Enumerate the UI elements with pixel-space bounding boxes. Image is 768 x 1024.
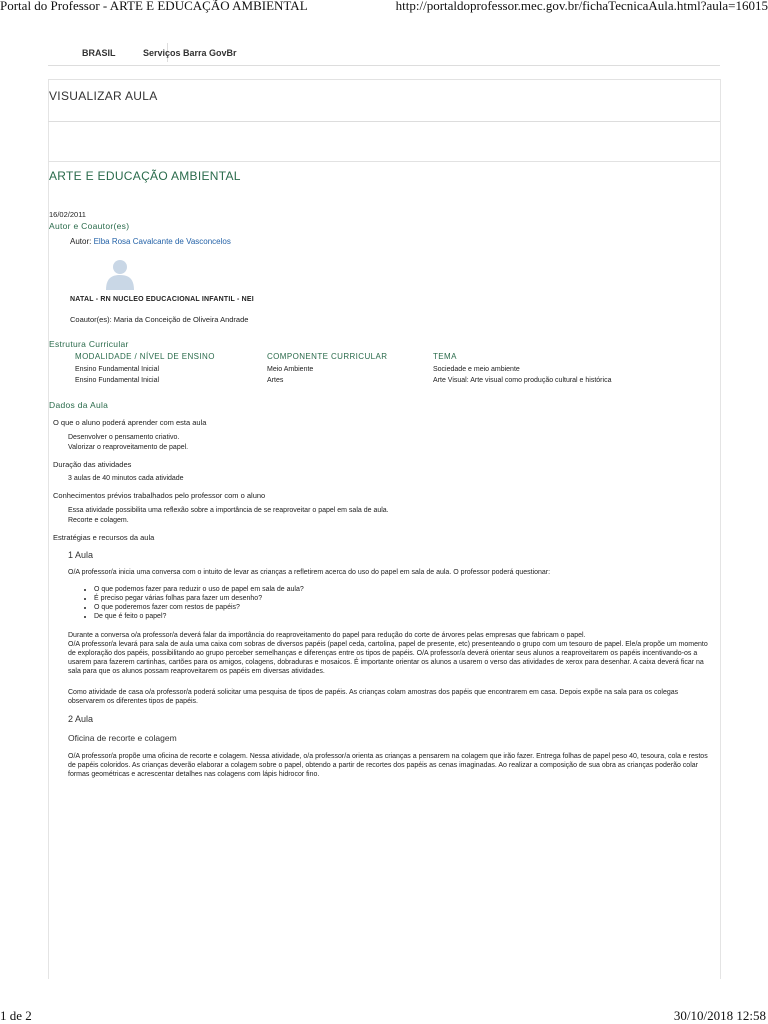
aula2-paragraph-1: O/A professor/a propõe uma oficina de recorte e colagem. Nessa atividade, o/a professor/a orienta as crianças a pensarem na colagem que irão fazer. Entrega folhas de papel peso 40, tesoura, cola e restos de papéis coloridos. As crianças deverão elaborar a colagem sobre o papel, obtendo a partir de recortes dos papéis as cenas imaginadas. Ao realizar a composição de sua obra as crianças poderão colar formas geométricas e acrescentar detalhes nas colagens com lápis hidrocor fino. <box>68 753 708 778</box>
q-estrategias: Estratégias e recursos da aula <box>53 533 155 542</box>
dados-heading: Dados da Aula <box>49 400 109 410</box>
servicos-link[interactable]: Serviços Barra GovBr <box>143 48 237 58</box>
aula1-paragraph-2: O/A professor/a levará para sala de aula uma caixa com sobras de diversos papéis (papel ceda, cartolina, papel de presente, etc) presenteando o grupo com um tesouro de papel. Ele/a propõe um momento de exploração dos papéis, possibilitando ao grupo perceber semelhanças e diferenças entre os tipos de papéis. O/A professor/a deverá orientar seus alunos a reaproveitarem os papéis incentivando-os a usarem para fazerem cartinhas, cartões para os amigos, colagens, dobraduras e mosaicos. É importante orientar os alunos a usarem o verso das atividades de xerox para desenhar. A caixa deverá ficar na sala para que os alunos possam reaproveitarem os papéis em diversas atividades. <box>68 641 708 675</box>
a-conhecimentos-1: Essa atividade possibilita uma reflexão sobre a importância de se reaproveitar o papel em sala de aula. <box>68 507 389 514</box>
print-page-title: Portal do Professor - ARTE E EDUCAÇÃO AMBIENTAL <box>0 0 308 13</box>
a-duracao: 3 aulas de 40 minutos cada atividade <box>68 475 184 482</box>
col-tema: TEMA <box>433 352 457 361</box>
row2-tema: Arte Visual: Arte visual como produção cultural e histórica <box>433 377 612 384</box>
aula1-heading: 1 Aula <box>68 550 94 560</box>
row2-componente: Artes <box>267 377 284 384</box>
print-page-url: http://portaldoprofessor.mec.gov.br/fichaTecnicaAula.html?aula=16015 <box>395 0 768 13</box>
brasil-link[interactable]: BRASIL <box>82 48 116 58</box>
print-datetime: 30/10/2018 12:58 <box>673 1008 766 1023</box>
school-name: NATAL - RN NUCLEO EDUCACIONAL INFANTIL - NEI <box>70 296 254 303</box>
print-footer <box>0 1006 768 1024</box>
aula2-subheading: Oficina de recorte e colagem <box>68 733 177 743</box>
q-aprender: O que o aluno poderá aprender com esta aula <box>53 418 207 427</box>
autores-heading: Autor e Coautor(es) <box>49 221 130 231</box>
aula1-intro: O/A professor/a inicia uma conversa com o intuito de levar as crianças a refletirem acerca do uso do papel em sala de aula. O professor poderá questionar: <box>68 569 551 576</box>
aula-date: 16/02/2011 <box>49 210 86 219</box>
list-item: • De que é feito o papel? <box>94 612 702 621</box>
estrutura-heading: Estrutura Curricular <box>49 339 129 349</box>
a-conhecimentos-2: Recorte e colagem. <box>68 517 129 524</box>
autor-row <box>70 237 231 246</box>
list-item: • O que podemos fazer para reduzir o uso de papel em sala de aula? <box>94 585 702 594</box>
autor-label: Autor: <box>70 237 92 246</box>
col-modalidade: MODALIDADE / NÍVEL DE ENSINO <box>75 352 215 361</box>
blank-box <box>48 121 720 162</box>
avatar-icon <box>104 258 136 290</box>
aula1-paragraph-1: Durante a conversa o/a professor/a deverá falar da importância do reaproveitamento do papel para redução do corte de árvores pelas empresas que fabricam o papel. <box>68 632 586 639</box>
list-item: • É preciso pegar várias folhas para fazer um desenho? <box>94 594 702 603</box>
autor-name-link[interactable]: Elba Rosa Cavalcante de Vasconcelos <box>93 237 231 246</box>
row1-tema: Sociedade e meio ambiente <box>433 366 520 373</box>
print-header <box>0 0 768 14</box>
print-page-number: 1 de 2 <box>0 1008 32 1023</box>
page-heading-box <box>48 79 720 121</box>
aula1-questions <box>82 585 702 621</box>
aula-title: ARTE E EDUCAÇÃO AMBIENTAL <box>49 169 241 183</box>
row2-modalidade: Ensino Fundamental Inicial <box>75 377 160 384</box>
gov-bar <box>48 40 720 66</box>
a-aprender-1: Desenvolver o pensamento criativo. <box>68 434 180 441</box>
q-duracao: Duração das atividades <box>53 460 132 469</box>
col-componente: COMPONENTE CURRICULAR <box>267 352 388 361</box>
list-item: • O que poderemos fazer com restos de papéis? <box>94 603 702 612</box>
coautor-text: Coautor(es): Maria da Conceição de Oliveira Andrade <box>70 315 249 324</box>
q-conhecimentos: Conhecimentos prévios trabalhados pelo professor com o aluno <box>53 491 266 500</box>
aula1-paragraph-3: Como atividade de casa o/a professor/a poderá solicitar uma pesquisa de tipos de papéis. As crianças colam amostras dos papéis que encontrarem em casa. Depois expõe na sala para os colegas observarem os diferentes tipos de papéis. <box>68 689 679 705</box>
a-aprender-2: Valorizar o reaproveitamento de papel. <box>68 444 189 451</box>
content-right-border <box>720 79 721 979</box>
row1-componente: Meio Ambiente <box>267 366 314 373</box>
aula2-heading: 2 Aula <box>68 714 94 724</box>
page-heading: VISUALIZAR AULA <box>49 89 158 103</box>
row1-modalidade: Ensino Fundamental Inicial <box>75 366 160 373</box>
content-divider <box>48 161 720 163</box>
